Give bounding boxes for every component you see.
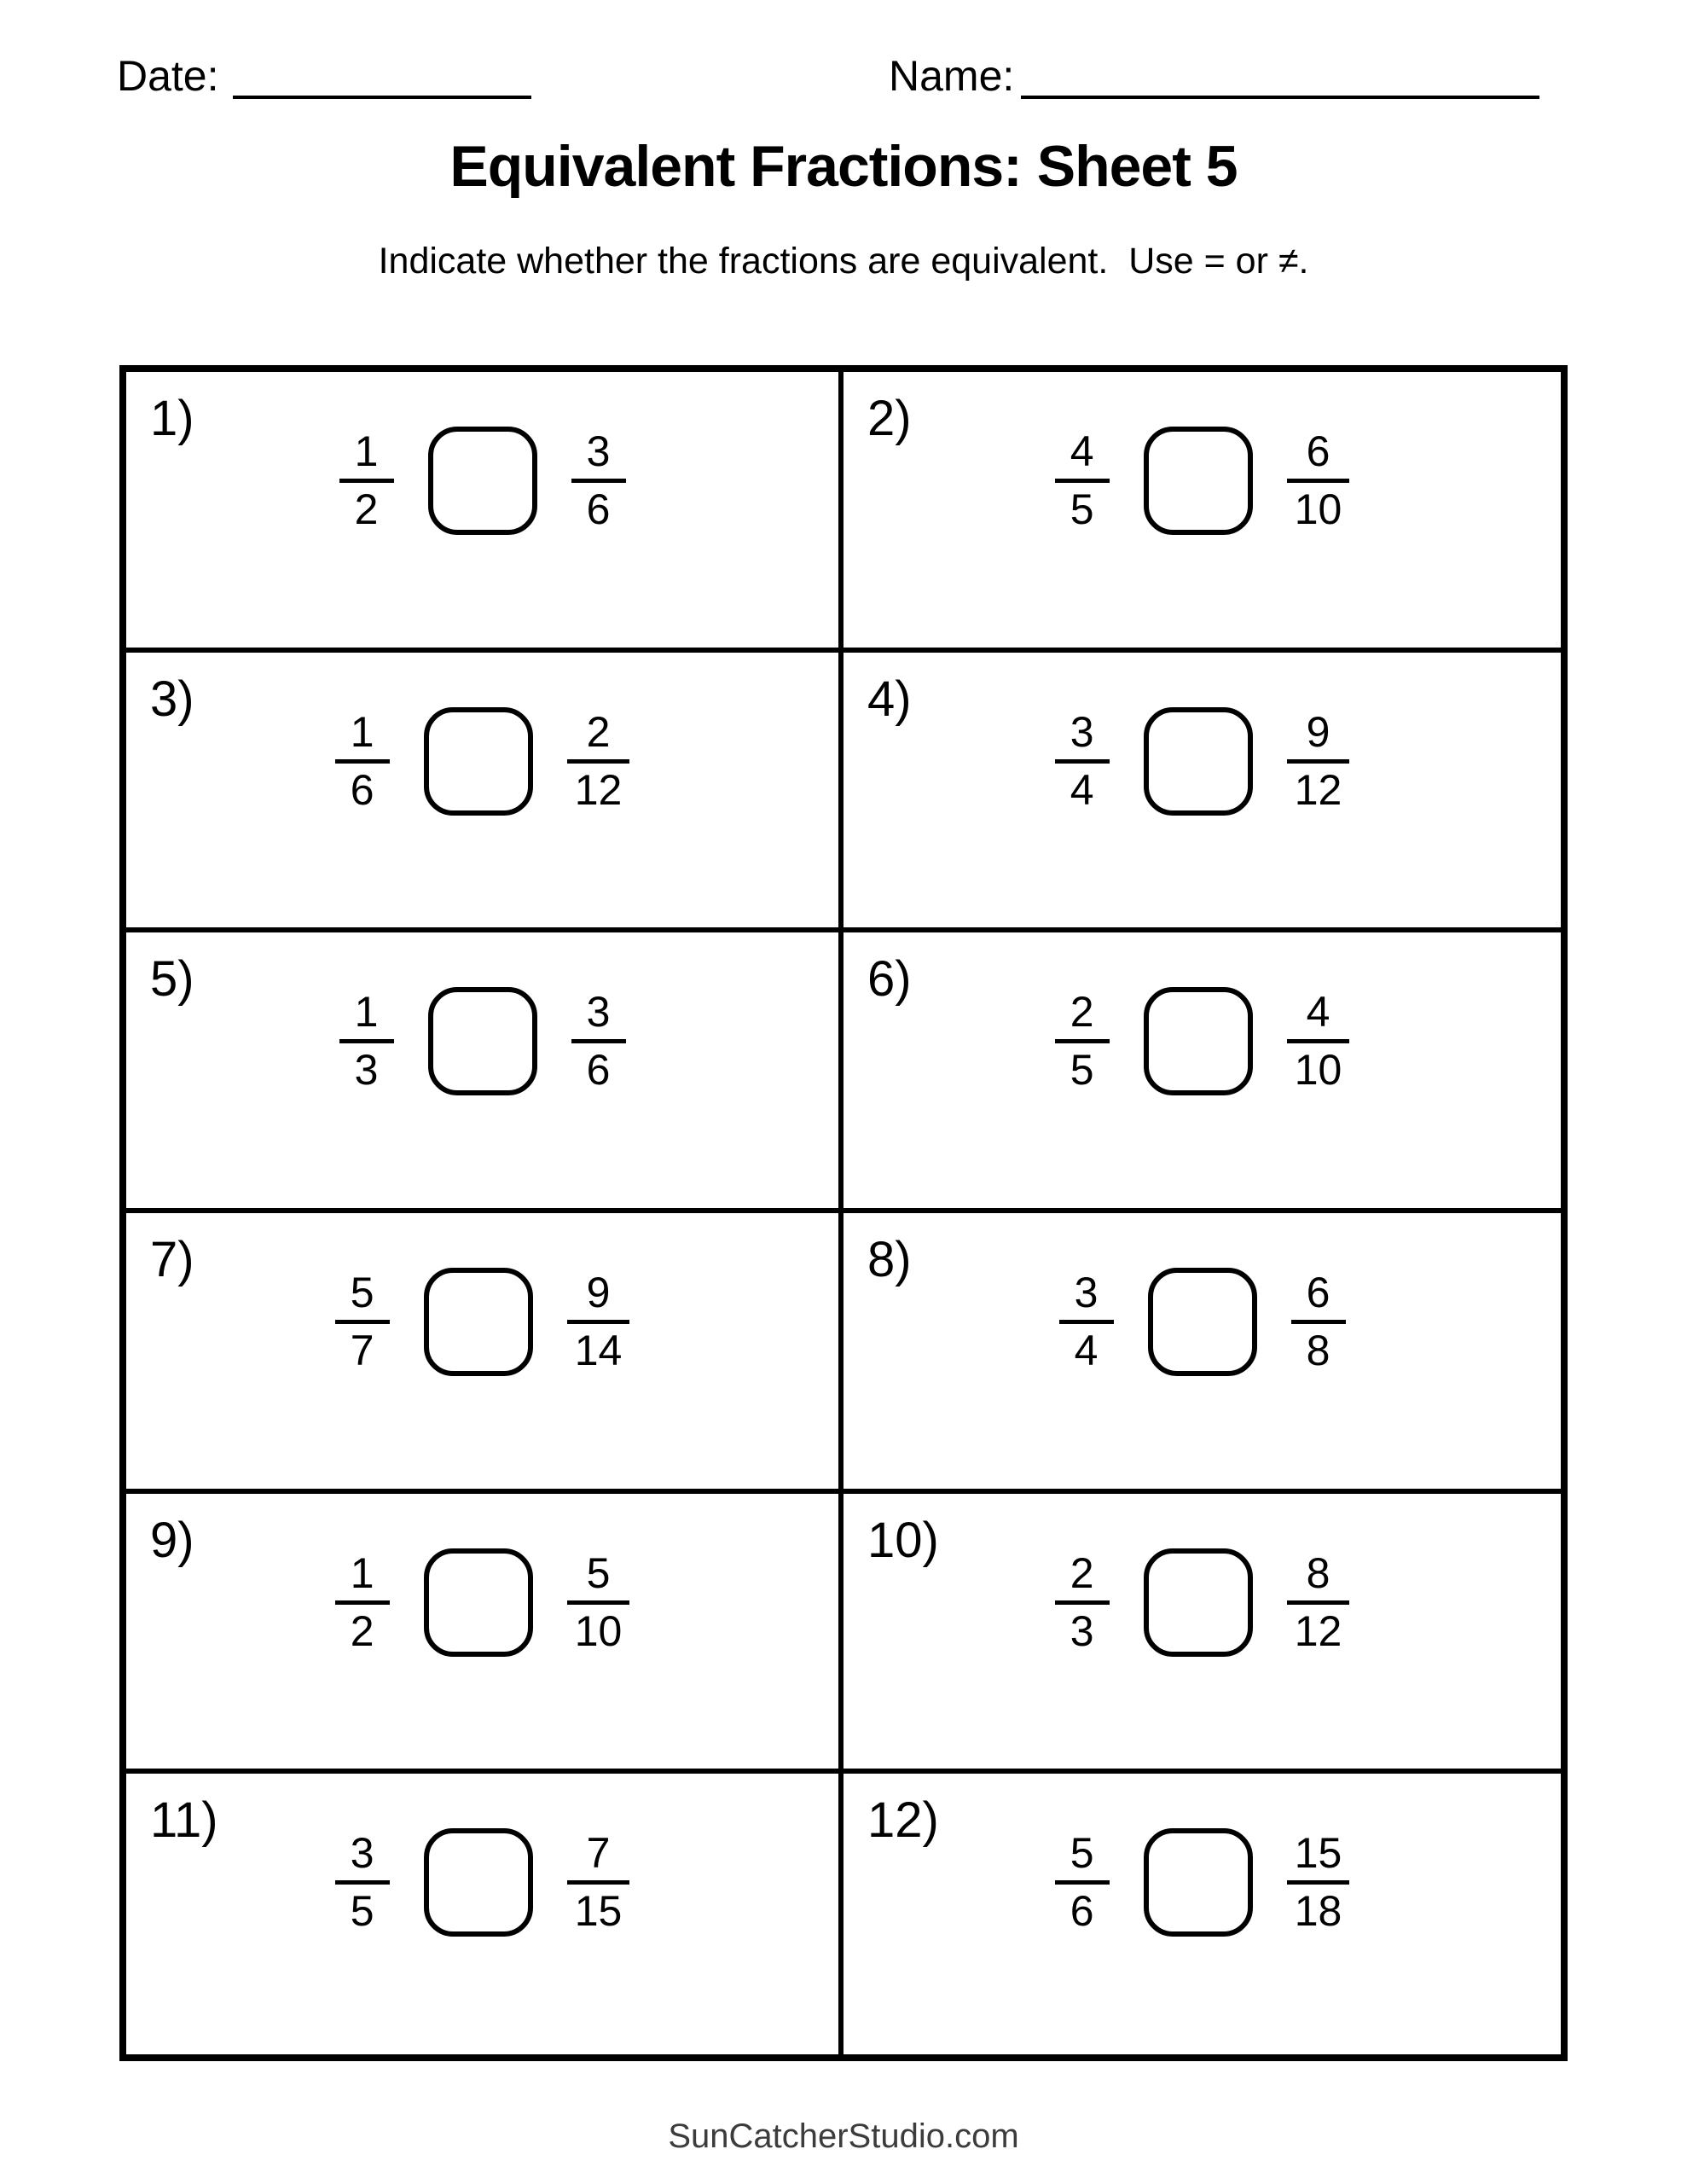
left-fraction [1059,1269,1114,1374]
problem-cell-5 [126,932,844,1213]
fraction-bar [571,1039,626,1043]
problem-cell-11 [126,1774,844,2054]
fraction-bar [1287,1880,1350,1885]
left-denominator: 6 [350,765,374,814]
problem-row [844,707,1561,816]
fraction-bar [567,1600,630,1605]
problem-cell-9 [126,1494,844,1774]
fraction-bar [339,1039,394,1043]
problem-cell-1 [126,372,844,653]
left-denominator: 5 [350,1887,374,1936]
answer-box[interactable] [1144,987,1253,1095]
left-numerator: 1 [354,988,379,1037]
problem-row [126,707,838,816]
right-numerator: 3 [586,988,611,1037]
problem-number: 12) [867,1792,939,1849]
footer-credit: SunCatcherStudio.com [668,2117,1019,2155]
left-numerator: 1 [350,1548,374,1597]
left-fraction [339,428,394,533]
problem-row [126,1828,838,1937]
left-denominator: 2 [350,1606,374,1655]
answer-box[interactable] [1148,1268,1257,1376]
left-fraction [335,1269,390,1374]
fraction-bar [1287,1039,1350,1043]
problems-grid [119,365,1568,2061]
problem-row [126,427,838,535]
answer-box[interactable] [428,427,537,535]
left-numerator: 1 [350,707,374,756]
right-numerator: 9 [586,1268,611,1316]
right-denominator: 12 [574,765,623,814]
problem-cell-6 [844,932,1561,1213]
right-numerator: 4 [1306,988,1330,1037]
answer-box[interactable] [1144,707,1253,816]
problem-row [844,427,1561,535]
right-numerator: 2 [586,707,611,756]
left-fraction [335,1830,390,1935]
right-fraction [567,1830,630,1935]
left-fraction [1055,709,1110,814]
answer-box[interactable] [428,987,537,1095]
fraction-bar [1055,479,1110,483]
problem-row [844,1548,1561,1657]
right-denominator: 12 [1294,765,1342,814]
problem-cell-3 [126,653,844,933]
fraction-bar [335,759,390,764]
date-field [117,52,531,100]
right-fraction [567,709,630,814]
problem-row [844,1828,1561,1937]
right-numerator: 6 [1306,1268,1330,1316]
problem-number: 4) [867,671,912,727]
left-denominator: 6 [1070,1887,1094,1936]
fraction-bar [567,759,630,764]
problem-number: 2) [867,391,912,446]
problem-cell-7 [126,1213,844,1494]
left-numerator: 5 [1070,1829,1094,1878]
right-fraction [567,1269,630,1374]
fraction-bar [1055,759,1110,764]
name-blank-line[interactable] [1021,58,1539,99]
left-denominator: 4 [1074,1326,1099,1374]
left-numerator: 2 [1070,988,1094,1037]
problem-number: 1) [150,391,194,446]
left-fraction [1055,1550,1110,1655]
problem-row [126,1268,838,1376]
answer-box[interactable] [1144,1828,1253,1937]
problem-number: 3) [150,671,194,727]
left-numerator: 4 [1070,427,1094,475]
left-numerator: 3 [1070,707,1094,756]
left-numerator: 3 [1074,1268,1099,1316]
answer-box[interactable] [1144,427,1253,535]
name-field [889,52,1539,100]
problem-cell-4 [844,653,1561,933]
right-fraction [571,989,626,1094]
fraction-bar [1055,1039,1110,1043]
problem-number: 11) [150,1792,218,1849]
problem-number: 9) [150,1512,194,1568]
right-denominator: 6 [586,485,611,533]
left-denominator: 5 [1070,1046,1094,1095]
problem-number: 8) [867,1231,912,1287]
left-denominator: 3 [1070,1606,1094,1655]
problem-row [126,1548,838,1657]
problem-row [844,987,1561,1095]
right-fraction [1287,709,1350,814]
right-numerator: 7 [586,1829,611,1878]
right-denominator: 6 [586,1046,611,1095]
right-numerator: 15 [1294,1829,1342,1878]
left-fraction [1055,1830,1110,1935]
right-denominator: 10 [1294,485,1342,533]
instructions-text: Indicate whether the fractions are equivalent. Use = or ≠. [378,241,1309,282]
fraction-bar [1287,1600,1350,1605]
left-denominator: 4 [1070,765,1094,814]
problem-cell-12 [844,1774,1561,2054]
left-fraction [335,1550,390,1655]
left-numerator: 2 [1070,1548,1094,1597]
fraction-bar [335,1600,390,1605]
answer-box[interactable] [424,1548,533,1657]
answer-box[interactable] [1144,1548,1253,1657]
right-fraction [1291,1269,1346,1374]
right-denominator: 14 [574,1326,623,1374]
right-denominator: 10 [1294,1046,1342,1095]
right-fraction [1287,1830,1350,1935]
left-fraction [339,989,394,1094]
date-blank-line[interactable] [233,58,531,99]
right-denominator: 12 [1294,1606,1342,1655]
right-numerator: 5 [586,1548,611,1597]
right-numerator: 8 [1306,1548,1330,1597]
right-numerator: 3 [586,427,611,475]
date-label: Date: [117,52,219,100]
problem-cell-2 [844,372,1561,653]
right-denominator: 15 [574,1887,623,1936]
right-fraction [1287,428,1350,533]
left-denominator: 7 [350,1326,374,1374]
left-numerator: 5 [350,1268,374,1316]
right-denominator: 8 [1306,1326,1330,1374]
problem-row [844,1268,1561,1376]
problem-cell-10 [844,1494,1561,1774]
right-denominator: 10 [574,1606,623,1655]
left-denominator: 3 [354,1046,379,1095]
right-numerator: 6 [1306,427,1330,475]
fraction-bar [1287,759,1350,764]
problem-number: 5) [150,951,194,1008]
right-fraction [1287,989,1350,1094]
left-fraction [335,709,390,814]
right-denominator: 18 [1294,1887,1342,1936]
fraction-bar [339,479,394,483]
right-fraction [567,1550,630,1655]
left-numerator: 1 [354,427,379,475]
left-fraction [1055,428,1110,533]
left-denominator: 2 [354,485,379,533]
left-numerator: 3 [350,1829,374,1878]
answer-box[interactable] [424,1828,533,1937]
fraction-bar [567,1320,630,1324]
fraction-bar [335,1880,390,1885]
fraction-bar [1055,1880,1110,1885]
left-denominator: 5 [1070,485,1094,533]
fraction-bar [567,1880,630,1885]
answer-box[interactable] [424,1268,533,1376]
right-fraction [1287,1550,1350,1655]
fraction-bar [1287,479,1350,483]
problem-number: 6) [867,951,912,1008]
page-title: Equivalent Fractions: Sheet 5 [449,134,1238,199]
fraction-bar [1291,1320,1346,1324]
problem-cell-8 [844,1213,1561,1494]
right-fraction [571,428,626,533]
left-fraction [1055,989,1110,1094]
fraction-bar [1055,1600,1110,1605]
answer-box[interactable] [424,707,533,816]
name-label: Name: [889,52,1015,100]
problem-number: 7) [150,1231,194,1287]
right-numerator: 9 [1306,707,1330,756]
problem-row [126,987,838,1095]
fraction-bar [1059,1320,1114,1324]
fraction-bar [335,1320,390,1324]
fraction-bar [571,479,626,483]
problem-number: 10) [867,1512,939,1568]
